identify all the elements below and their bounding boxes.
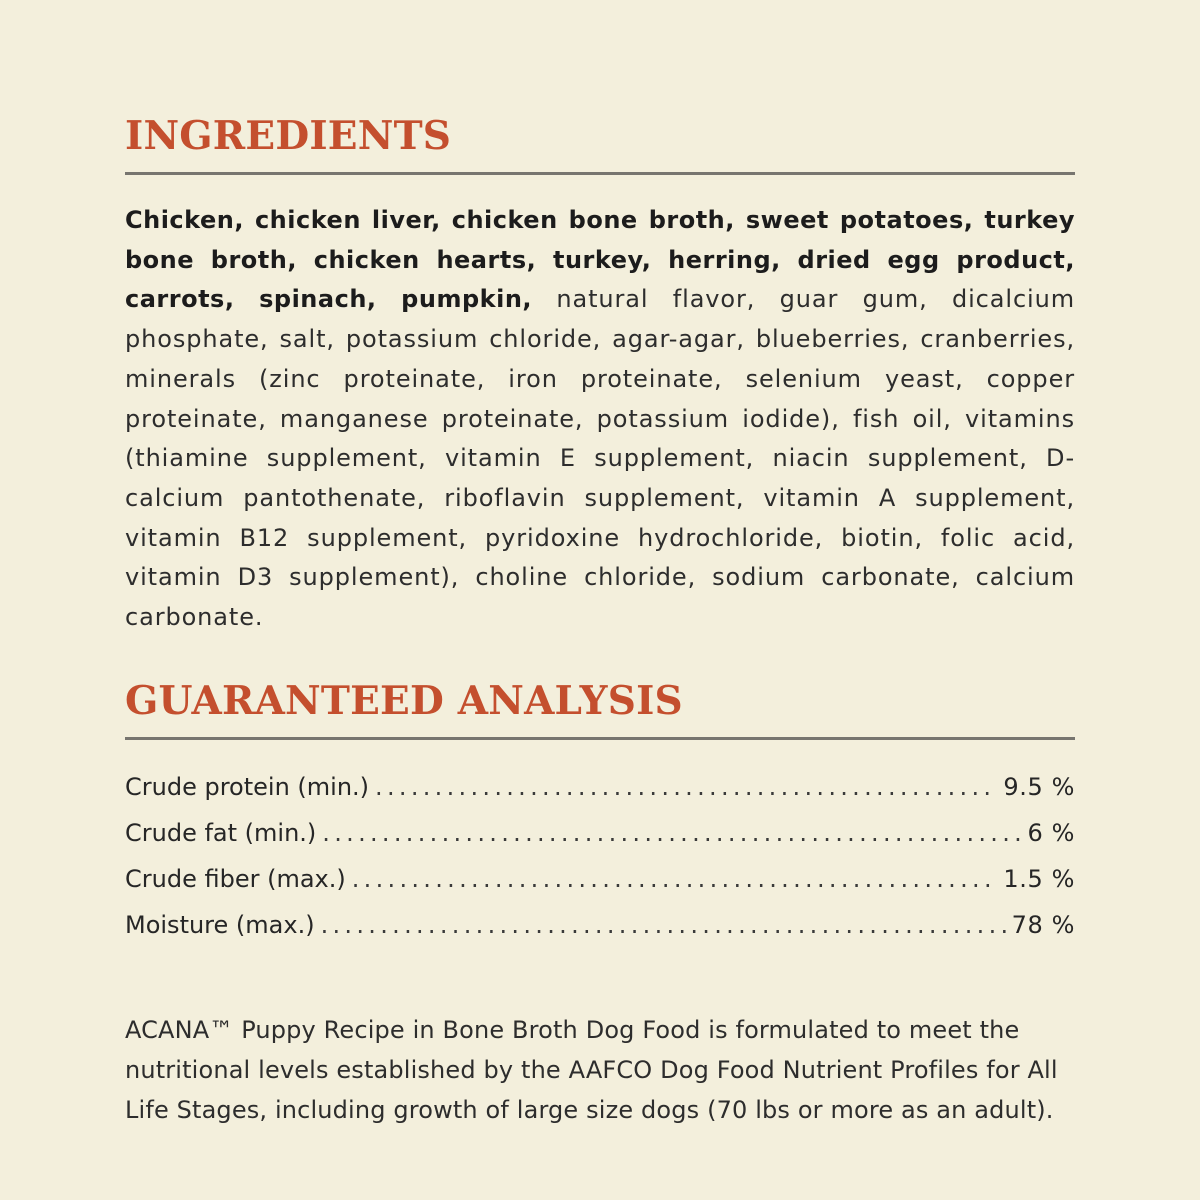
analysis-label: Crude protein (min.): [125, 772, 370, 801]
analysis-label: Crude fat (min.): [125, 818, 317, 847]
ingredients-main-text: Chicken, chicken liver, chicken bone broth, sweet potatoes, turkey bone broth, chicken hearts, turkey, herring, dried egg product, carrots, spinach, pumpkin,: [125, 206, 1075, 314]
ingredients-secondary-text: natural flavor, guar gum, dicalcium phosphate, salt, potassium chloride, agar-agar, blueberries, cranberries, minerals (zinc proteinate, iron proteinate, selenium yeast, copper proteinate, manganese proteinate, potassium iodide), fish oil, vitamins (thiamine supplement, vitamin E supplement, niacin supplement, D-calcium pantothenate, riboflavin supplement, vitamin A supplement, vitamin B12 supplement, pyridoxine hydrochloride, biotin, folic acid, vitamin D3 supplement), choline chloride, sodium carbonate, calcium carbonate.: [125, 285, 1075, 632]
ingredients-divider: [125, 172, 1075, 175]
analysis-row-fat: [125, 810, 1075, 856]
analysis-value: 1.5 %: [1003, 864, 1075, 893]
ingredients-heading: INGREDIENTS: [125, 113, 452, 159]
dot-leader: [375, 764, 997, 810]
dot-leader: [352, 856, 998, 902]
ingredients-list: [125, 201, 1075, 638]
aafco-statement: ACANA™ Puppy Recipe in Bone Broth Dog Food is formulated to meet the nutritional levels established by the AAFCO Dog Food Nutrient Profiles for All Life Stages, including growth of large size dogs (70 lbs or more as an adult).: [125, 1015, 1058, 1124]
analysis-value: 6 %: [1027, 818, 1075, 847]
analysis-table: [125, 764, 1075, 948]
analysis-value: 78 %: [1011, 910, 1075, 939]
analysis-row-moisture: [125, 902, 1075, 948]
analysis-row-fiber: [125, 856, 1075, 902]
analysis-label: Crude fiber (max.): [125, 864, 346, 893]
analysis-label: Moisture (max.): [125, 910, 315, 939]
analysis-row-protein: [125, 764, 1075, 810]
label-panel: [125, 110, 1075, 1154]
analysis-value: 9.5 %: [1003, 772, 1075, 801]
dot-leader: [321, 902, 1006, 948]
dot-leader: [322, 810, 1021, 856]
analysis-divider: [125, 737, 1075, 740]
analysis-heading: GUARANTEED ANALYSIS: [125, 677, 683, 724]
